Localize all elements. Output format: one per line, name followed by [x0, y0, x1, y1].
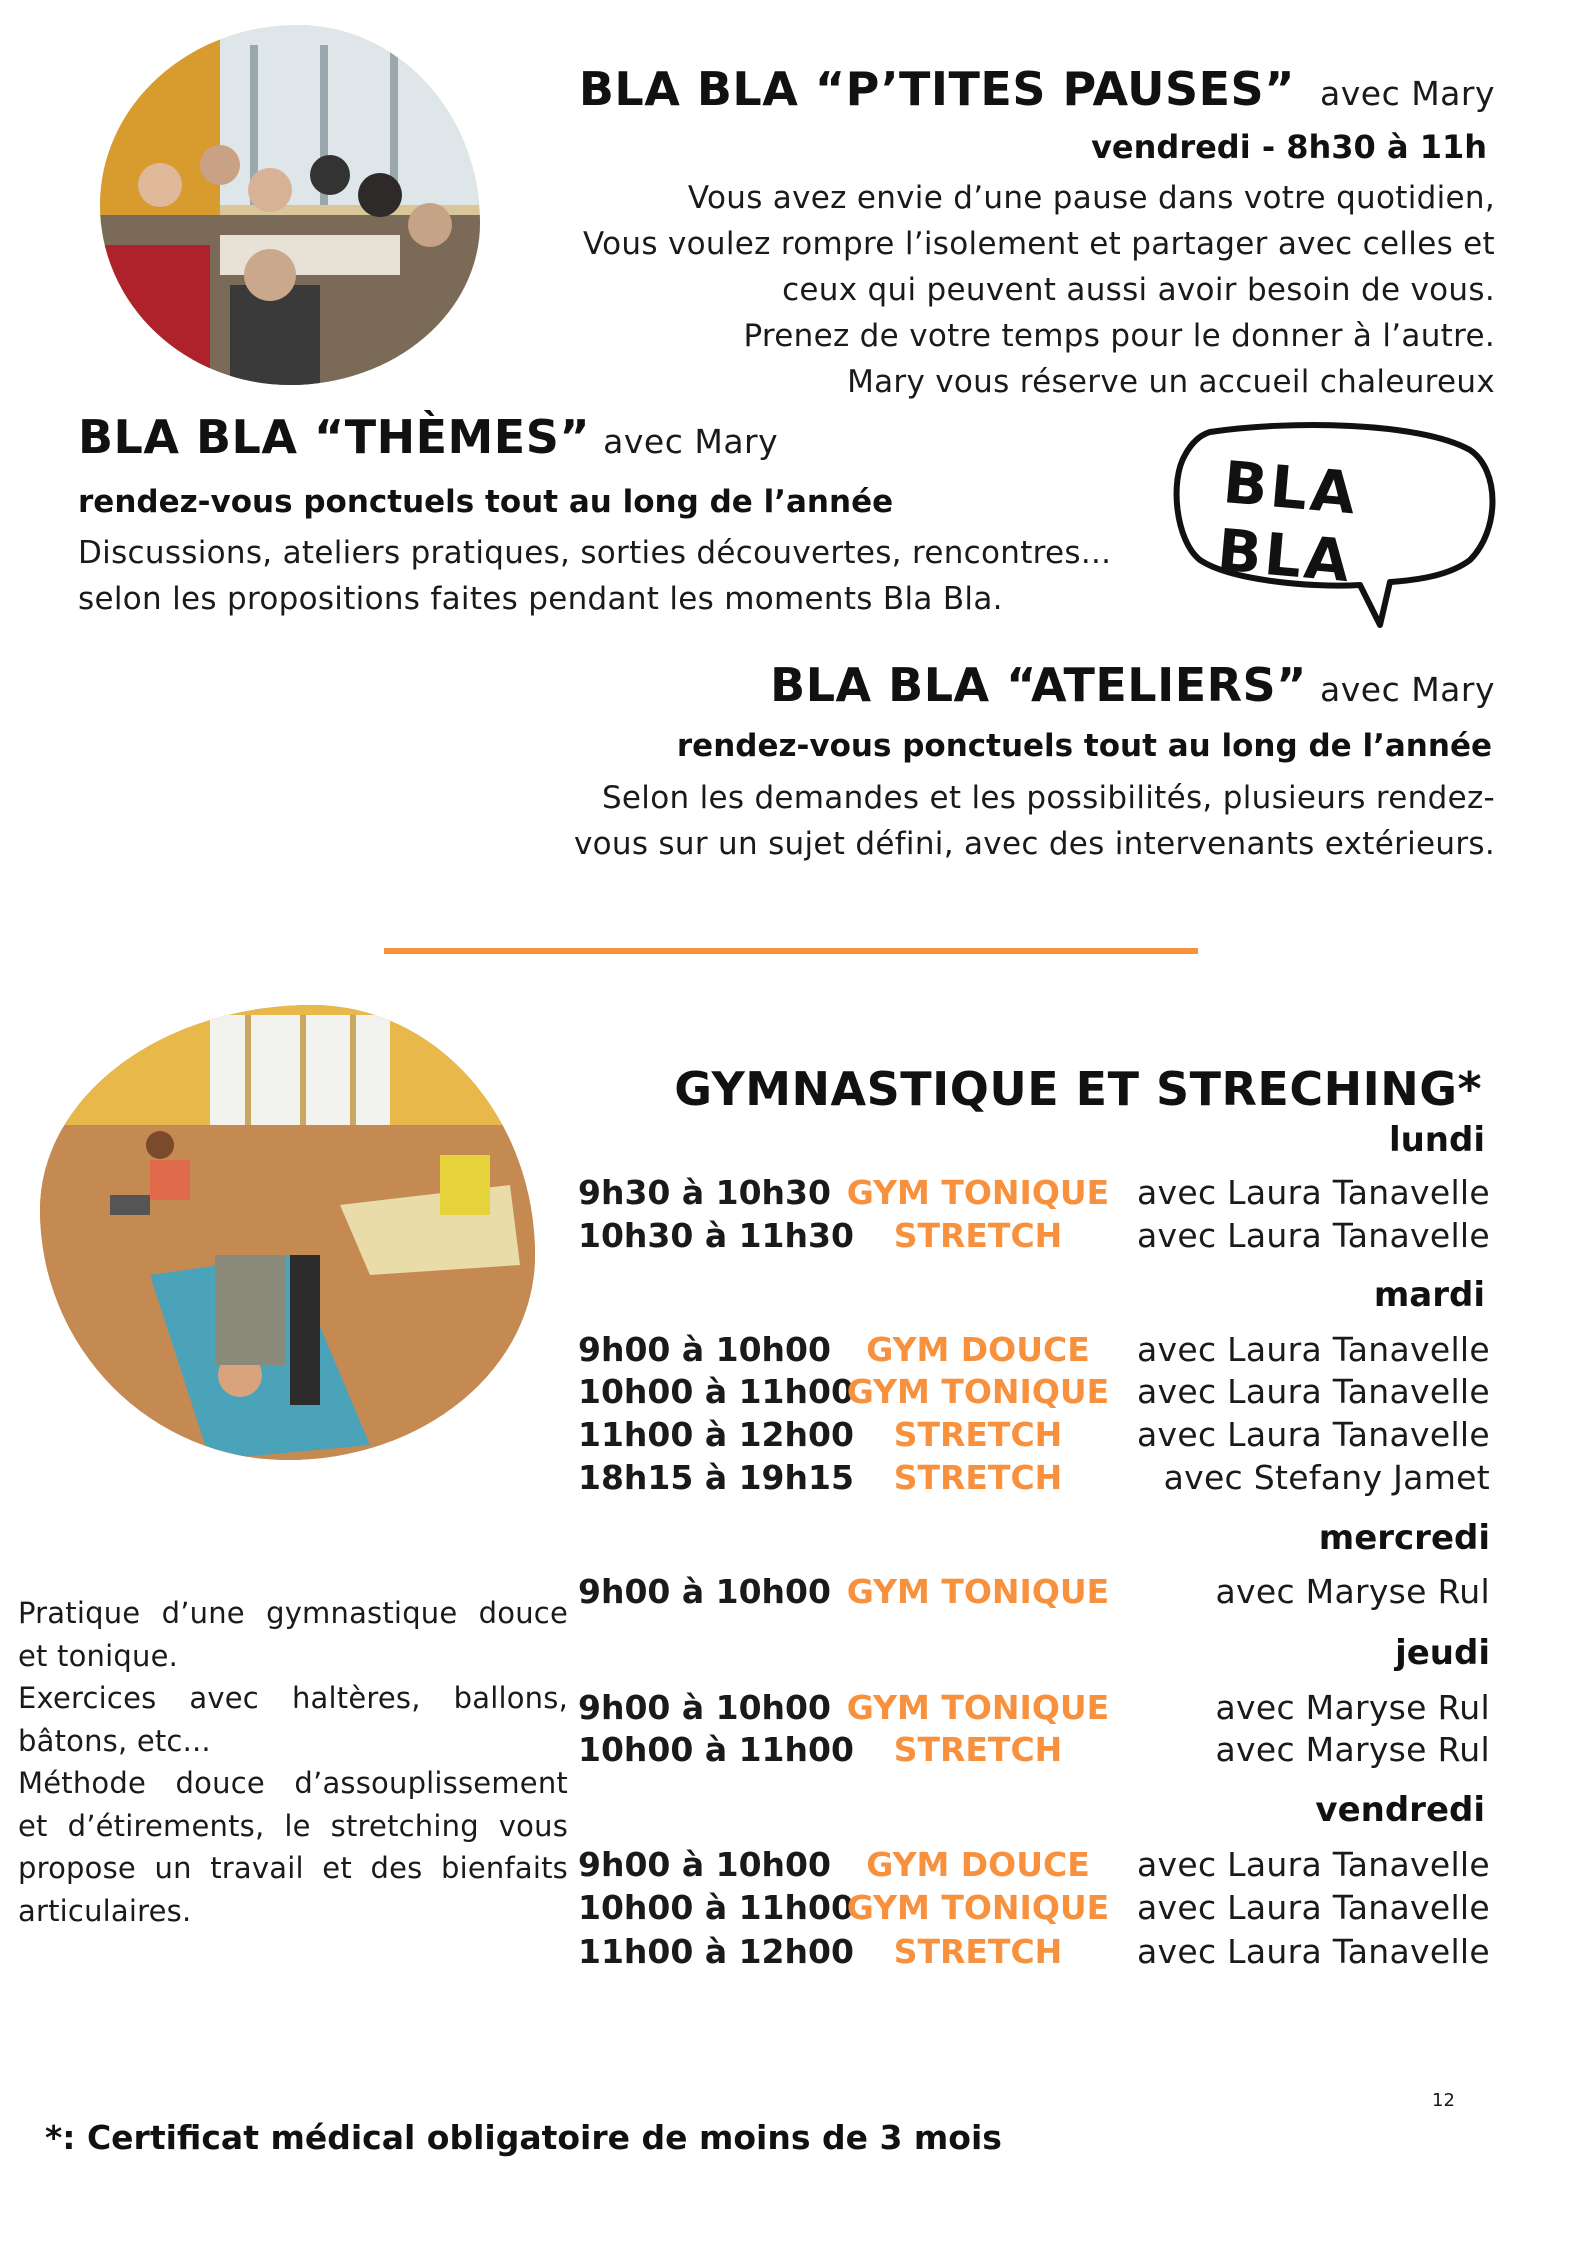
session-instructor: avec Maryse Rul	[1215, 1688, 1490, 1727]
session-row	[578, 1458, 1490, 1502]
themes-header	[78, 410, 778, 464]
themes-line: Discussions, ateliers pratiques, sorties découvertes, rencontres...	[78, 535, 1112, 571]
session-instructor: avec Laura Tanavelle	[1136, 1372, 1490, 1411]
footnote: *: Certificat médical obligatoire de moins de 3 mois	[45, 2118, 1002, 2157]
session-activity: STRETCH	[893, 1730, 1063, 1769]
ateliers-line: vous sur un sujet défini, avec des intervenants extérieurs.	[573, 826, 1495, 862]
session-row	[578, 1173, 1490, 1217]
pauses-description	[395, 175, 1495, 405]
ateliers-description	[395, 775, 1495, 867]
bubble-text: BLA BLA	[1214, 448, 1362, 596]
themes-line: selon les propositions faites pendant les moments Bla Bla.	[78, 581, 1003, 617]
gym-desc-line: Pratique d’une gymnastique douce	[18, 1596, 568, 1630]
session-activity: GYM DOUCE	[866, 1330, 1090, 1369]
gym-description	[18, 1592, 568, 1932]
session-row	[578, 1845, 1490, 1889]
gym-photo	[40, 1005, 535, 1460]
session-time: 9h30 à 10h30	[578, 1173, 831, 1212]
gym-title: GYMNASTIQUE ET STRECHING*	[674, 1062, 1482, 1116]
themes-sub: rendez-vous ponctuels tout au long de l’année	[78, 484, 894, 520]
session-time: 10h00 à 11h00	[578, 1372, 854, 1411]
pauses-title: BLA BLA “P’TITES PAUSES”	[578, 62, 1295, 116]
section-divider	[384, 948, 1198, 954]
session-row	[578, 1932, 1490, 1976]
session-time: 10h30 à 11h30	[578, 1216, 854, 1255]
session-instructor: avec Maryse Rul	[1215, 1730, 1490, 1769]
gym-desc-line: et tonique.	[18, 1638, 179, 1673]
pauses-line: Mary vous réserve un accueil chaleureux	[847, 364, 1495, 400]
day-label: lundi	[1388, 1120, 1485, 1160]
session-activity: GYM TONIQUE	[846, 1572, 1110, 1611]
session-activity: STRETCH	[893, 1932, 1063, 1971]
session-time: 9h00 à 10h00	[578, 1572, 831, 1611]
ateliers-line: Selon les demandes et les possibilités, plusieurs rendez-	[601, 780, 1495, 816]
gym-desc-line: Exercices avec haltères, ballons,	[18, 1681, 568, 1715]
session-time: 18h15 à 19h15	[578, 1458, 854, 1497]
session-time: 10h00 à 11h00	[578, 1888, 854, 1927]
session-time: 11h00 à 12h00	[578, 1932, 854, 1971]
ateliers-avec: avec Mary	[1320, 670, 1495, 709]
session-row	[578, 1415, 1490, 1459]
gym-desc-line: Méthode douce d’assouplissement	[18, 1766, 568, 1800]
session-activity: GYM TONIQUE	[846, 1173, 1110, 1212]
blabla-speech-bubble	[1170, 420, 1500, 630]
page-number: 12	[1432, 2090, 1455, 2111]
themes-avec: avec Mary	[603, 422, 779, 461]
day-label: mardi	[1373, 1275, 1485, 1315]
session-instructor: avec Laura Tanavelle	[1136, 1932, 1490, 1971]
session-instructor: avec Laura Tanavelle	[1136, 1845, 1490, 1884]
session-row	[578, 1688, 1490, 1732]
session-instructor: avec Laura Tanavelle	[1136, 1888, 1490, 1927]
ateliers-header	[495, 658, 1495, 712]
ateliers-title: BLA BLA “ATELIERS”	[770, 658, 1307, 712]
session-activity: STRETCH	[893, 1415, 1063, 1454]
session-row	[578, 1888, 1490, 1932]
session-row	[578, 1372, 1490, 1416]
session-time: 9h00 à 10h00	[578, 1845, 831, 1884]
session-time: 10h00 à 11h00	[578, 1730, 854, 1769]
session-row	[578, 1572, 1490, 1616]
session-activity: GYM DOUCE	[866, 1845, 1090, 1884]
themes-description	[78, 530, 1111, 622]
session-row	[578, 1330, 1490, 1374]
session-instructor: avec Laura Tanavelle	[1136, 1415, 1490, 1454]
ateliers-sub: rendez-vous ponctuels tout au long de l’année	[676, 728, 1492, 764]
pauses-schedule: vendredi - 8h30 à 11h	[1091, 128, 1487, 166]
pauses-line: ceux qui peuvent aussi avoir besoin de vous.	[782, 272, 1495, 308]
day-label: vendredi	[1315, 1790, 1485, 1830]
pauses-header	[495, 62, 1495, 116]
gym-schedule	[578, 1100, 1490, 2000]
session-activity: STRETCH	[893, 1216, 1063, 1255]
session-time: 9h00 à 10h00	[578, 1330, 831, 1369]
session-time: 11h00 à 12h00	[578, 1415, 854, 1454]
session-activity: GYM TONIQUE	[846, 1888, 1110, 1927]
session-activity: GYM TONIQUE	[846, 1372, 1110, 1411]
session-instructor: avec Stefany Jamet	[1163, 1458, 1490, 1497]
gym-desc-line: bâtons, etc...	[18, 1723, 211, 1758]
session-instructor: avec Maryse Rul	[1215, 1572, 1490, 1611]
gym-desc-line: articulaires.	[18, 1893, 192, 1928]
session-instructor: avec Laura Tanavelle	[1136, 1330, 1490, 1369]
pauses-line: Prenez de votre temps pour le donner à l’autre.	[743, 318, 1495, 354]
session-activity: STRETCH	[893, 1458, 1063, 1497]
session-instructor: avec Laura Tanavelle	[1136, 1216, 1490, 1255]
session-row	[578, 1216, 1490, 1260]
pauses-avec: avec Mary	[1320, 74, 1495, 113]
themes-title: BLA BLA “THÈMES”	[78, 410, 591, 464]
session-row	[578, 1730, 1490, 1774]
pauses-line: Vous avez envie d’une pause dans votre quotidien,	[687, 180, 1495, 216]
gym-desc-line: et d’étirements, le stretching vous	[18, 1808, 568, 1843]
pauses-line: Vous voulez rompre l’isolement et partager avec celles et	[583, 226, 1495, 262]
session-time: 9h00 à 10h00	[578, 1688, 831, 1727]
session-activity: GYM TONIQUE	[846, 1688, 1110, 1727]
gym-desc-line: propose un travail et des bienfaits	[18, 1851, 568, 1885]
day-label: jeudi	[1395, 1633, 1490, 1673]
session-instructor: avec Laura Tanavelle	[1136, 1173, 1490, 1212]
day-label: mercredi	[1318, 1518, 1490, 1558]
